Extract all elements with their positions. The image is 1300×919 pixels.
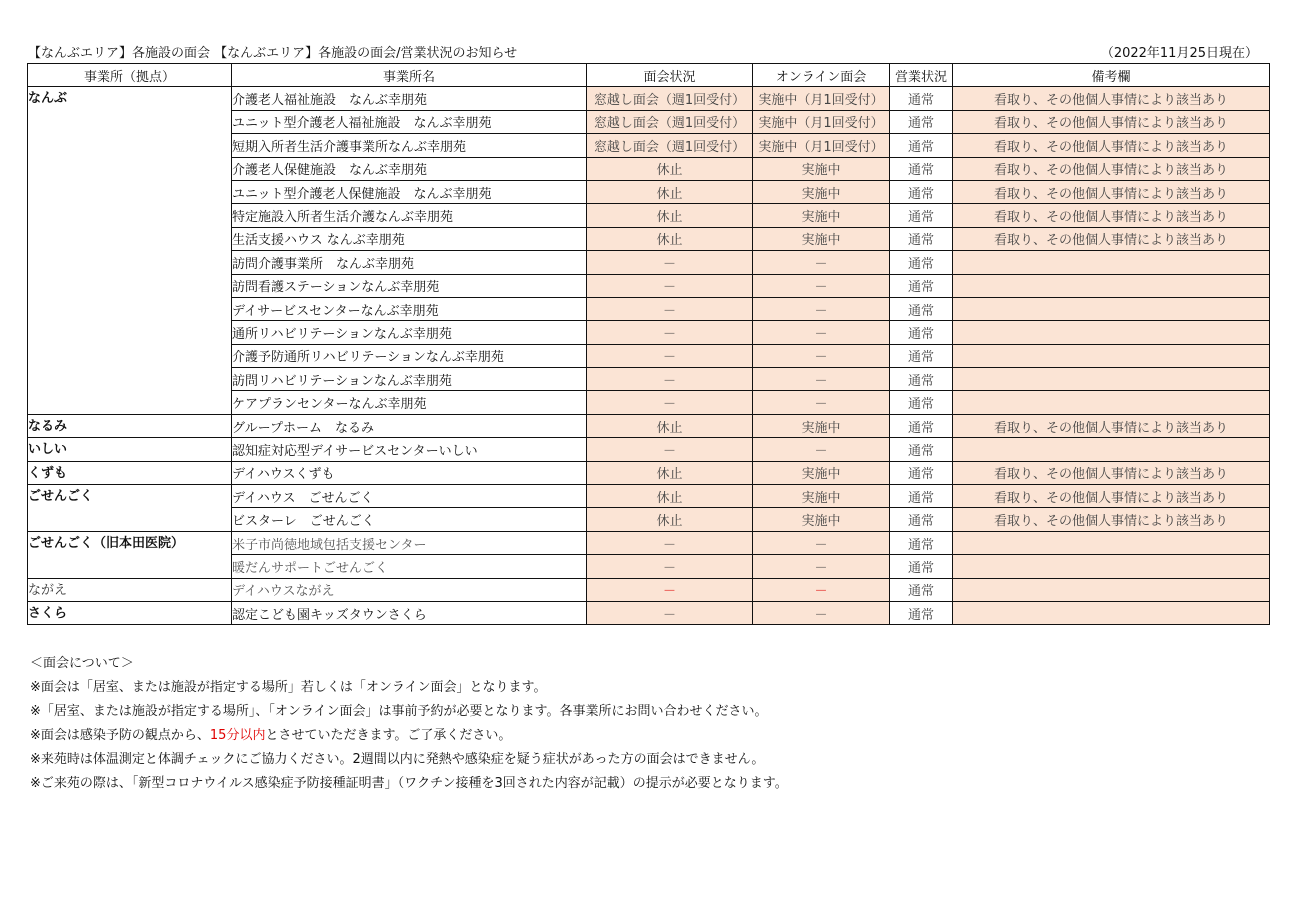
- visit-status: －: [587, 531, 753, 554]
- facility-status-table: [27, 63, 1270, 625]
- note-cell: [953, 297, 1270, 320]
- operation-status: 通常: [890, 461, 953, 484]
- base-cell: なるみ: [28, 414, 232, 437]
- visit-status: －: [587, 391, 753, 414]
- facility-name: 訪問リハビリテーションなんぶ幸朋苑: [232, 368, 587, 391]
- operation-status: 通常: [890, 414, 953, 437]
- note-cell: [953, 391, 1270, 414]
- online-status: 実施中: [753, 157, 890, 180]
- note-line: ※来苑時は体温測定と体調チェックにご協力ください。2週間以内に発熱や感染症を疑う症状があった方の面会はできません。: [30, 752, 765, 767]
- visit-status: －: [587, 368, 753, 391]
- col-header-status: 営業状況: [890, 64, 953, 87]
- operation-status: 通常: [890, 485, 953, 508]
- operation-status: 通常: [890, 227, 953, 250]
- visit-status: －: [587, 438, 753, 461]
- table-row: [28, 485, 1270, 508]
- operation-status: 通常: [890, 134, 953, 157]
- operation-status: 通常: [890, 87, 953, 110]
- note-cell: [953, 555, 1270, 578]
- facility-name: 暖だんサポートごせんごく: [232, 555, 587, 578]
- facility-name: 生活支援ハウス なんぶ幸朋苑: [232, 227, 587, 250]
- notes-heading: ＜面会について＞: [30, 656, 134, 671]
- online-status: －: [753, 344, 890, 367]
- visit-notes: [30, 652, 788, 796]
- col-header-online: オンライン面会: [753, 64, 890, 87]
- facility-name: 訪問看護ステーションなんぶ幸朋苑: [232, 274, 587, 297]
- visit-status: 休止: [587, 508, 753, 531]
- table-row: [28, 531, 1270, 554]
- col-header-facility: 事業所名: [232, 64, 587, 87]
- operation-status: 通常: [890, 368, 953, 391]
- operation-status: 通常: [890, 297, 953, 320]
- online-status: －: [753, 368, 890, 391]
- note-cell: 看取り、その他個人事情により該当あり: [953, 204, 1270, 227]
- base-cell: さくら: [28, 601, 232, 624]
- as-of-date: （2022年11月25日現在）: [1100, 46, 1258, 61]
- online-status: －: [753, 321, 890, 344]
- visit-status: 休止: [587, 180, 753, 203]
- facility-name: ケアプランセンターなんぶ幸朋苑: [232, 391, 587, 414]
- note-cell: 看取り、その他個人事情により該当あり: [953, 227, 1270, 250]
- online-status: 実施中: [753, 414, 890, 437]
- note-line: ※面会は「居室、または施設が指定する場所」若しくは「オンライン面会」となります。: [30, 680, 547, 695]
- note-line: [30, 724, 788, 748]
- operation-status: 通常: [890, 251, 953, 274]
- base-cell: ごせんごく（旧本田医院）: [28, 531, 232, 578]
- operation-status: 通常: [890, 110, 953, 133]
- table-header-row: [28, 64, 1270, 87]
- operation-status: 通常: [890, 180, 953, 203]
- operation-status: 通常: [890, 508, 953, 531]
- base-cell: いしい: [28, 438, 232, 461]
- operation-status: 通常: [890, 438, 953, 461]
- facility-name: ユニット型介護老人福祉施設 なんぶ幸朋苑: [232, 110, 587, 133]
- facility-name: 介護予防通所リハビリテーションなんぶ幸朋苑: [232, 344, 587, 367]
- online-status: 実施中: [753, 180, 890, 203]
- visit-status: 休止: [587, 227, 753, 250]
- facility-name: 米子市尚徳地域包括支援センター: [232, 531, 587, 554]
- note-cell: [953, 344, 1270, 367]
- table-row: [28, 414, 1270, 437]
- note-cell: 看取り、その他個人事情により該当あり: [953, 461, 1270, 484]
- online-status: 実施中: [753, 461, 890, 484]
- operation-status: 通常: [890, 531, 953, 554]
- facility-name: デイハウスくずも: [232, 461, 587, 484]
- note-cell: 看取り、その他個人事情により該当あり: [953, 134, 1270, 157]
- facility-name: ユニット型介護老人保健施設 なんぶ幸朋苑: [232, 180, 587, 203]
- page-title: 【なんぶエリア】各施設の面会 【なんぶエリア】各施設の面会/営業状況のお知らせ: [28, 46, 518, 61]
- operation-status: 通常: [890, 157, 953, 180]
- note-text: とさせていただきます。ご了承ください。: [265, 728, 512, 743]
- online-status: －: [753, 531, 890, 554]
- facility-name: 訪問介護事業所 なんぶ幸朋苑: [232, 251, 587, 274]
- online-status: －: [753, 438, 890, 461]
- time-limit-highlight: 15分以内: [209, 728, 266, 743]
- table-row: [28, 461, 1270, 484]
- online-status: －: [753, 274, 890, 297]
- note-cell: 看取り、その他個人事情により該当あり: [953, 180, 1270, 203]
- visit-status: 休止: [587, 461, 753, 484]
- visit-status: 休止: [587, 157, 753, 180]
- table-row: [28, 438, 1270, 461]
- online-status: －: [753, 555, 890, 578]
- base-cell: くずも: [28, 461, 232, 484]
- operation-status: 通常: [890, 601, 953, 624]
- note-cell: [953, 531, 1270, 554]
- note-cell: 看取り、その他個人事情により該当あり: [953, 157, 1270, 180]
- col-header-visit: 面会状況: [587, 64, 753, 87]
- online-status: 実施中: [753, 485, 890, 508]
- visit-status: －: [587, 321, 753, 344]
- online-status: 実施中: [753, 227, 890, 250]
- operation-status: 通常: [890, 344, 953, 367]
- note-cell: 看取り、その他個人事情により該当あり: [953, 414, 1270, 437]
- online-status: 実施中: [753, 204, 890, 227]
- note-cell: [953, 251, 1270, 274]
- operation-status: 通常: [890, 391, 953, 414]
- col-header-note: 備考欄: [953, 64, 1270, 87]
- facility-name: 認知症対応型デイサービスセンターいしい: [232, 438, 587, 461]
- note-cell: 看取り、その他個人事情により該当あり: [953, 485, 1270, 508]
- visit-status: －: [587, 555, 753, 578]
- facility-name: 介護老人福祉施設 なんぶ幸朋苑: [232, 87, 587, 110]
- note-cell: 看取り、その他個人事情により該当あり: [953, 87, 1270, 110]
- facility-name: 認定こども園キッズタウンさくら: [232, 601, 587, 624]
- table-row: [28, 87, 1270, 110]
- online-status: 実施中（月1回受付）: [753, 134, 890, 157]
- note-text: ※面会は感染予防の観点から、: [30, 728, 210, 743]
- visit-status: －: [587, 297, 753, 320]
- note-cell: [953, 274, 1270, 297]
- note-cell: [953, 321, 1270, 344]
- table-row: [28, 601, 1270, 624]
- visit-status: 休止: [587, 414, 753, 437]
- note-cell: 看取り、その他個人事情により該当あり: [953, 110, 1270, 133]
- online-status: －: [753, 251, 890, 274]
- operation-status: 通常: [890, 274, 953, 297]
- facility-name: 特定施設入所者生活介護なんぶ幸朋苑: [232, 204, 587, 227]
- online-status: 実施中: [753, 508, 890, 531]
- online-status: －: [753, 391, 890, 414]
- base-cell: ながえ: [28, 578, 232, 601]
- visit-status: 窓越し面会（週1回受付）: [587, 87, 753, 110]
- facility-name: ビスターレ ごせんごく: [232, 508, 587, 531]
- visit-status: 休止: [587, 204, 753, 227]
- operation-status: 通常: [890, 204, 953, 227]
- note-line: ※「居室、または施設が指定する場所」、「オンライン面会」は事前予約が必要となります。各事業所にお問い合わせください。: [30, 704, 768, 719]
- facility-name: グループホーム なるみ: [232, 414, 587, 437]
- visit-status: 窓越し面会（週1回受付）: [587, 110, 753, 133]
- facility-name: デイサービスセンターなんぶ幸朋苑: [232, 297, 587, 320]
- visit-status: －: [587, 274, 753, 297]
- table-row: [28, 578, 1270, 601]
- visit-status: －: [587, 344, 753, 367]
- facility-name: デイハウスながえ: [232, 578, 587, 601]
- visit-status: －: [587, 251, 753, 274]
- operation-status: 通常: [890, 578, 953, 601]
- online-status: 実施中（月1回受付）: [753, 87, 890, 110]
- col-header-base: 事業所（拠点）: [28, 64, 232, 87]
- visit-status: －: [587, 601, 753, 624]
- note-cell: 看取り、その他個人事情により該当あり: [953, 508, 1270, 531]
- visit-status: 窓越し面会（週1回受付）: [587, 134, 753, 157]
- base-cell: なんぶ: [28, 87, 232, 414]
- note-cell: [953, 601, 1270, 624]
- operation-status: 通常: [890, 321, 953, 344]
- facility-name: 介護老人保健施設 なんぶ幸朋苑: [232, 157, 587, 180]
- online-status: －: [753, 297, 890, 320]
- note-line: ※ご来苑の際は、「新型コロナウイルス感染症予防接種証明書」（ワクチン接種を3回された内容が記載）の提示が必要となります。: [30, 776, 788, 791]
- note-cell: [953, 578, 1270, 601]
- note-cell: [953, 368, 1270, 391]
- visit-status: 休止: [587, 485, 753, 508]
- online-status: 実施中（月1回受付）: [753, 110, 890, 133]
- online-status: －: [753, 578, 890, 601]
- facility-name: デイハウス ごせんごく: [232, 485, 587, 508]
- facility-name: 短期入所者生活介護事業所なんぶ幸朋苑: [232, 134, 587, 157]
- facility-name: 通所リハビリテーションなんぶ幸朋苑: [232, 321, 587, 344]
- visit-status: －: [587, 578, 753, 601]
- base-cell: ごせんごく: [28, 485, 232, 532]
- operation-status: 通常: [890, 555, 953, 578]
- online-status: －: [753, 601, 890, 624]
- note-cell: [953, 438, 1270, 461]
